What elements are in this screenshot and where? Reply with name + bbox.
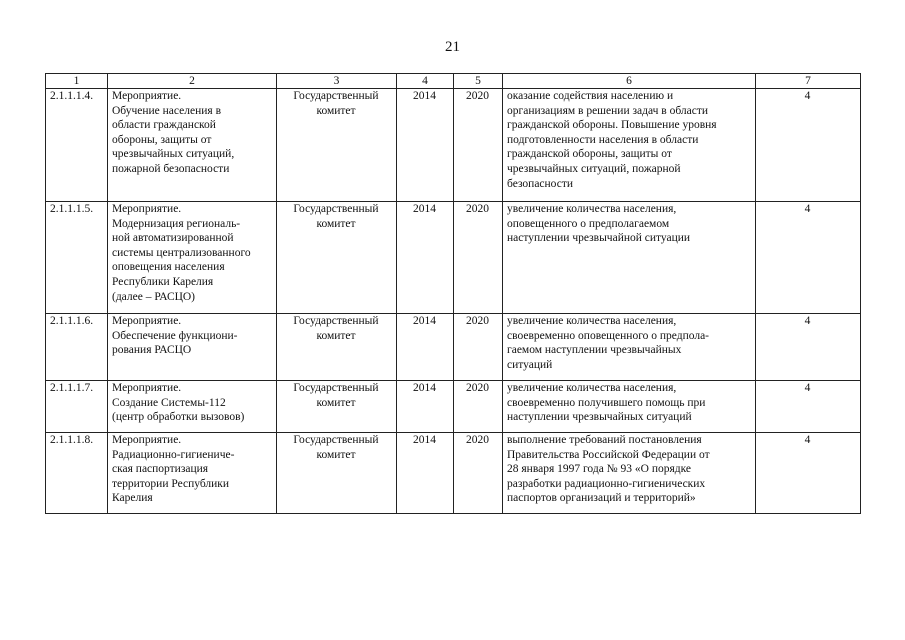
column-header-6: 6 [503, 74, 756, 89]
measures-table [45, 73, 861, 514]
column-header-1: 1 [46, 74, 108, 89]
page-number: 21 [445, 39, 460, 55]
row-col7: 4 [756, 314, 861, 381]
row-end-year: 2020 [454, 433, 503, 514]
row-code: 2.1.1.1.7. [46, 381, 108, 433]
row-col7: 4 [756, 202, 861, 314]
row-end-year: 2020 [454, 89, 503, 202]
table-row [46, 381, 861, 433]
row-event: Мероприятие. Создание Системы-112 (центр обработки вызовов) [108, 381, 277, 433]
row-event: Мероприятие. Обеспечение функциони- рования РАСЦО [108, 314, 277, 381]
row-event: Мероприятие. Радиационно-гигиениче- ская паспортизация территории Республики Карелия [108, 433, 277, 514]
row-executor: Государственный комитет [277, 433, 397, 514]
row-col7: 4 [756, 381, 861, 433]
row-start-year: 2014 [397, 381, 454, 433]
row-code: 2.1.1.1.4. [46, 89, 108, 202]
row-start-year: 2014 [397, 314, 454, 381]
row-executor: Государственный комитет [277, 202, 397, 314]
row-col7: 4 [756, 433, 861, 514]
column-header-3: 3 [277, 74, 397, 89]
row-result: увеличение количества населения, оповещенного о предполагаемом наступлении чрезвычайной ситуации [503, 202, 756, 314]
table-row [46, 202, 861, 314]
row-executor: Государственный комитет [277, 89, 397, 202]
row-executor: Государственный комитет [277, 381, 397, 433]
row-result: увеличение количества населения, своевременно оповещенного о предпола- гаемом наступлении чрезвычайных ситуаций [503, 314, 756, 381]
row-end-year: 2020 [454, 202, 503, 314]
column-header-4: 4 [397, 74, 454, 89]
row-code: 2.1.1.1.6. [46, 314, 108, 381]
header-row [46, 74, 861, 89]
row-event: Мероприятие. Обучение населения в области гражданской обороны, защиты от чрезвычайных ситуаций, пожарной безопасности [108, 89, 277, 202]
table-row [46, 89, 861, 202]
table-row [46, 314, 861, 381]
column-header-2: 2 [108, 74, 277, 89]
row-code: 2.1.1.1.5. [46, 202, 108, 314]
row-result: увеличение количества населения, своевременно получившего помощь при наступлении чрезвычайных ситуаций [503, 381, 756, 433]
row-result: выполнение требований постановления Правительства Российской Федерации от 28 января 1997 года № 93 «О порядке разработки радиационно-гигиенических паспортов организаций и территорий» [503, 433, 756, 514]
row-col7: 4 [756, 89, 861, 202]
row-start-year: 2014 [397, 202, 454, 314]
table-row [46, 433, 861, 514]
column-header-7: 7 [756, 74, 861, 89]
row-code: 2.1.1.1.8. [46, 433, 108, 514]
row-start-year: 2014 [397, 89, 454, 202]
row-start-year: 2014 [397, 433, 454, 514]
row-executor: Государственный комитет [277, 314, 397, 381]
column-header-5: 5 [454, 74, 503, 89]
row-result: оказание содействия населению и организациям в решении задач в области гражданской обороны. Повышение уровня подготовленности населения в области гражданской обороны, защиты от чрезвычайных ситуаций, пожарной безопасности [503, 89, 756, 202]
row-end-year: 2020 [454, 314, 503, 381]
row-end-year: 2020 [454, 381, 503, 433]
row-event: Мероприятие. Модернизация региональ- ной автоматизированной системы централизованного оповещения населения Республики Карелия (далее – РАСЦО) [108, 202, 277, 314]
